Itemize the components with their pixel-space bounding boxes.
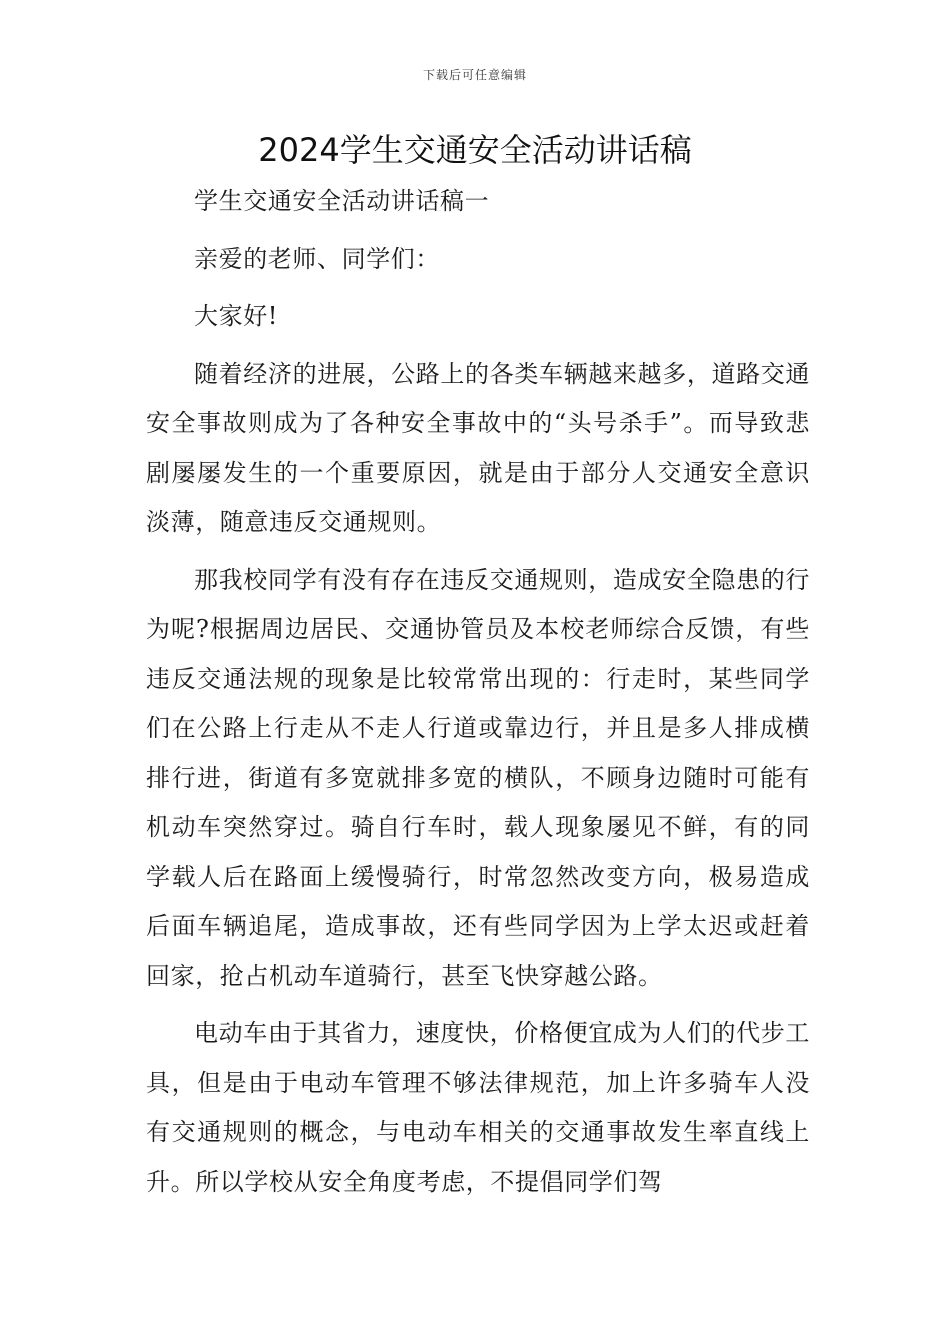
paragraph-body: 电动车由于其省力，速度快，价格便宜成为人们的代步工具，但是由于电动车管理不够法律规范，加上许多骑车人没有交通规则的概念，与电动车相关的交通事故发生率直线上升。所以学校从安全角度考虑，不提倡同学们驾 bbox=[146, 1019, 810, 1196]
document-title: 2024学生交通安全活动讲话稿 bbox=[258, 131, 692, 169]
paragraph-body: 随着经济的进展，公路上的各类车辆越来越多，道路交通安全事故则成为了各种安全事故中的“头号杀手”。而导致悲剧屡屡发生的一个重要原因，就是由于部分人交通安全意识淡薄，随意违反交通规则。 bbox=[146, 359, 810, 536]
paragraph-greeting: 大家好! bbox=[194, 302, 279, 330]
document-body bbox=[146, 177, 810, 1207]
paragraph-salutation: 亲爱的老师、同学们： bbox=[194, 244, 440, 273]
paragraph-body: 那我校同学有没有存在违反交通规则，造成安全隐患的行为呢?根据周边居民、交通协管员及本校老师综合反馈，有些违反交通法规的现象是比较常常出现的：行走时，某些同学们在公路上行走从不走人行道或靠边行，并且是多人排成横排行进，街道有多宽就排多宽的横队，不顾身边随时可能有机动车突然穿过。骑自行车时，载人现象屡见不鲜，有的同学载人后在路面上缓慢骑行，时常忽然改变方向，极易造成后面车辆追尾，造成事故，还有些同学因为上学太迟或赶着回家，抢占机动车道骑行，甚至飞快穿越公路。 bbox=[146, 565, 810, 990]
header-note: 下载后可任意编辑 bbox=[422, 68, 527, 82]
paragraph-subtitle: 学生交通安全活动讲话稿一 bbox=[194, 187, 490, 215]
